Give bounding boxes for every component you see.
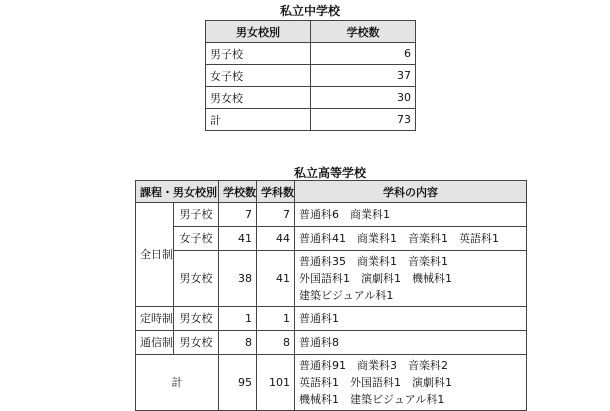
total-label: 計 <box>136 355 219 411</box>
row-value: 37 <box>311 65 416 87</box>
row-depts: 44 <box>257 227 295 251</box>
row-value: 6 <box>311 43 416 65</box>
row-depts: 101 <box>257 355 295 411</box>
content-line: 普通科35 商業科1 音楽科1 <box>299 255 448 268</box>
table-row <box>206 43 416 65</box>
row-type: 女子校 <box>174 227 219 251</box>
row-content <box>295 227 527 251</box>
row-content <box>295 355 527 411</box>
high-school-table-title: 私立高等学校 <box>293 166 366 180</box>
content-line: 機械科1 建築ビジュアル科1 <box>299 393 445 406</box>
middle-school-table <box>205 20 416 131</box>
course-label-fulltime: 全日制 <box>136 203 174 307</box>
row-depts: 7 <box>257 203 295 227</box>
row-label: 男女校 <box>206 87 311 109</box>
content-line: 建築ビジュアル科1 <box>299 289 394 302</box>
row-schools: 41 <box>219 227 257 251</box>
table-header-row <box>206 21 416 43</box>
content-line: 普通科41 商業科1 音楽科1 英語科1 <box>299 232 499 245</box>
row-content <box>295 331 527 355</box>
table-row <box>206 109 416 131</box>
row-schools: 1 <box>219 307 257 331</box>
table-row <box>136 331 527 355</box>
course-label-correspondence: 通信制 <box>136 331 174 355</box>
row-value: 73 <box>311 109 416 131</box>
content-line: 普通科6 商業科1 <box>299 208 390 221</box>
row-depts: 1 <box>257 307 295 331</box>
row-content <box>295 203 527 227</box>
row-depts: 8 <box>257 331 295 355</box>
table-row <box>136 307 527 331</box>
table-row <box>206 65 416 87</box>
row-label: 女子校 <box>206 65 311 87</box>
content-line: 普通科1 <box>299 312 339 325</box>
column-header-course-type: 課程・男女校別 <box>136 181 219 203</box>
row-label: 計 <box>206 109 311 131</box>
table-row <box>206 87 416 109</box>
table-row <box>136 203 527 227</box>
course-label-parttime: 定時制 <box>136 307 174 331</box>
table-row <box>136 355 527 411</box>
content-line: 英語科1 外国語科1 演劇科1 <box>299 376 452 389</box>
row-type: 男女校 <box>174 307 219 331</box>
row-content <box>295 307 527 331</box>
row-value: 30 <box>311 87 416 109</box>
column-header-school-count: 学校数 <box>311 21 416 43</box>
column-header-dept-content: 学科の内容 <box>295 181 527 203</box>
row-schools: 95 <box>219 355 257 411</box>
row-depts: 41 <box>257 251 295 307</box>
row-content <box>295 251 527 307</box>
table-row <box>136 227 527 251</box>
table-row <box>136 251 527 307</box>
content-line: 普通科8 <box>299 336 339 349</box>
content-line: 普通科91 商業科3 音楽科2 <box>299 359 448 372</box>
column-header-school-count: 学校数 <box>219 181 257 203</box>
content-line: 外国語科1 演劇科1 機械科1 <box>299 272 452 285</box>
table-header-row <box>136 181 527 203</box>
row-schools: 38 <box>219 251 257 307</box>
row-schools: 7 <box>219 203 257 227</box>
row-schools: 8 <box>219 331 257 355</box>
row-type: 男子校 <box>174 203 219 227</box>
column-header-gender-type: 男女校別 <box>206 21 311 43</box>
high-school-table <box>135 180 527 411</box>
column-header-dept-count: 学科数 <box>257 181 295 203</box>
middle-school-table-title: 私立中学校 <box>279 4 340 18</box>
row-type: 男女校 <box>174 331 219 355</box>
row-type: 男女校 <box>174 251 219 307</box>
row-label: 男子校 <box>206 43 311 65</box>
